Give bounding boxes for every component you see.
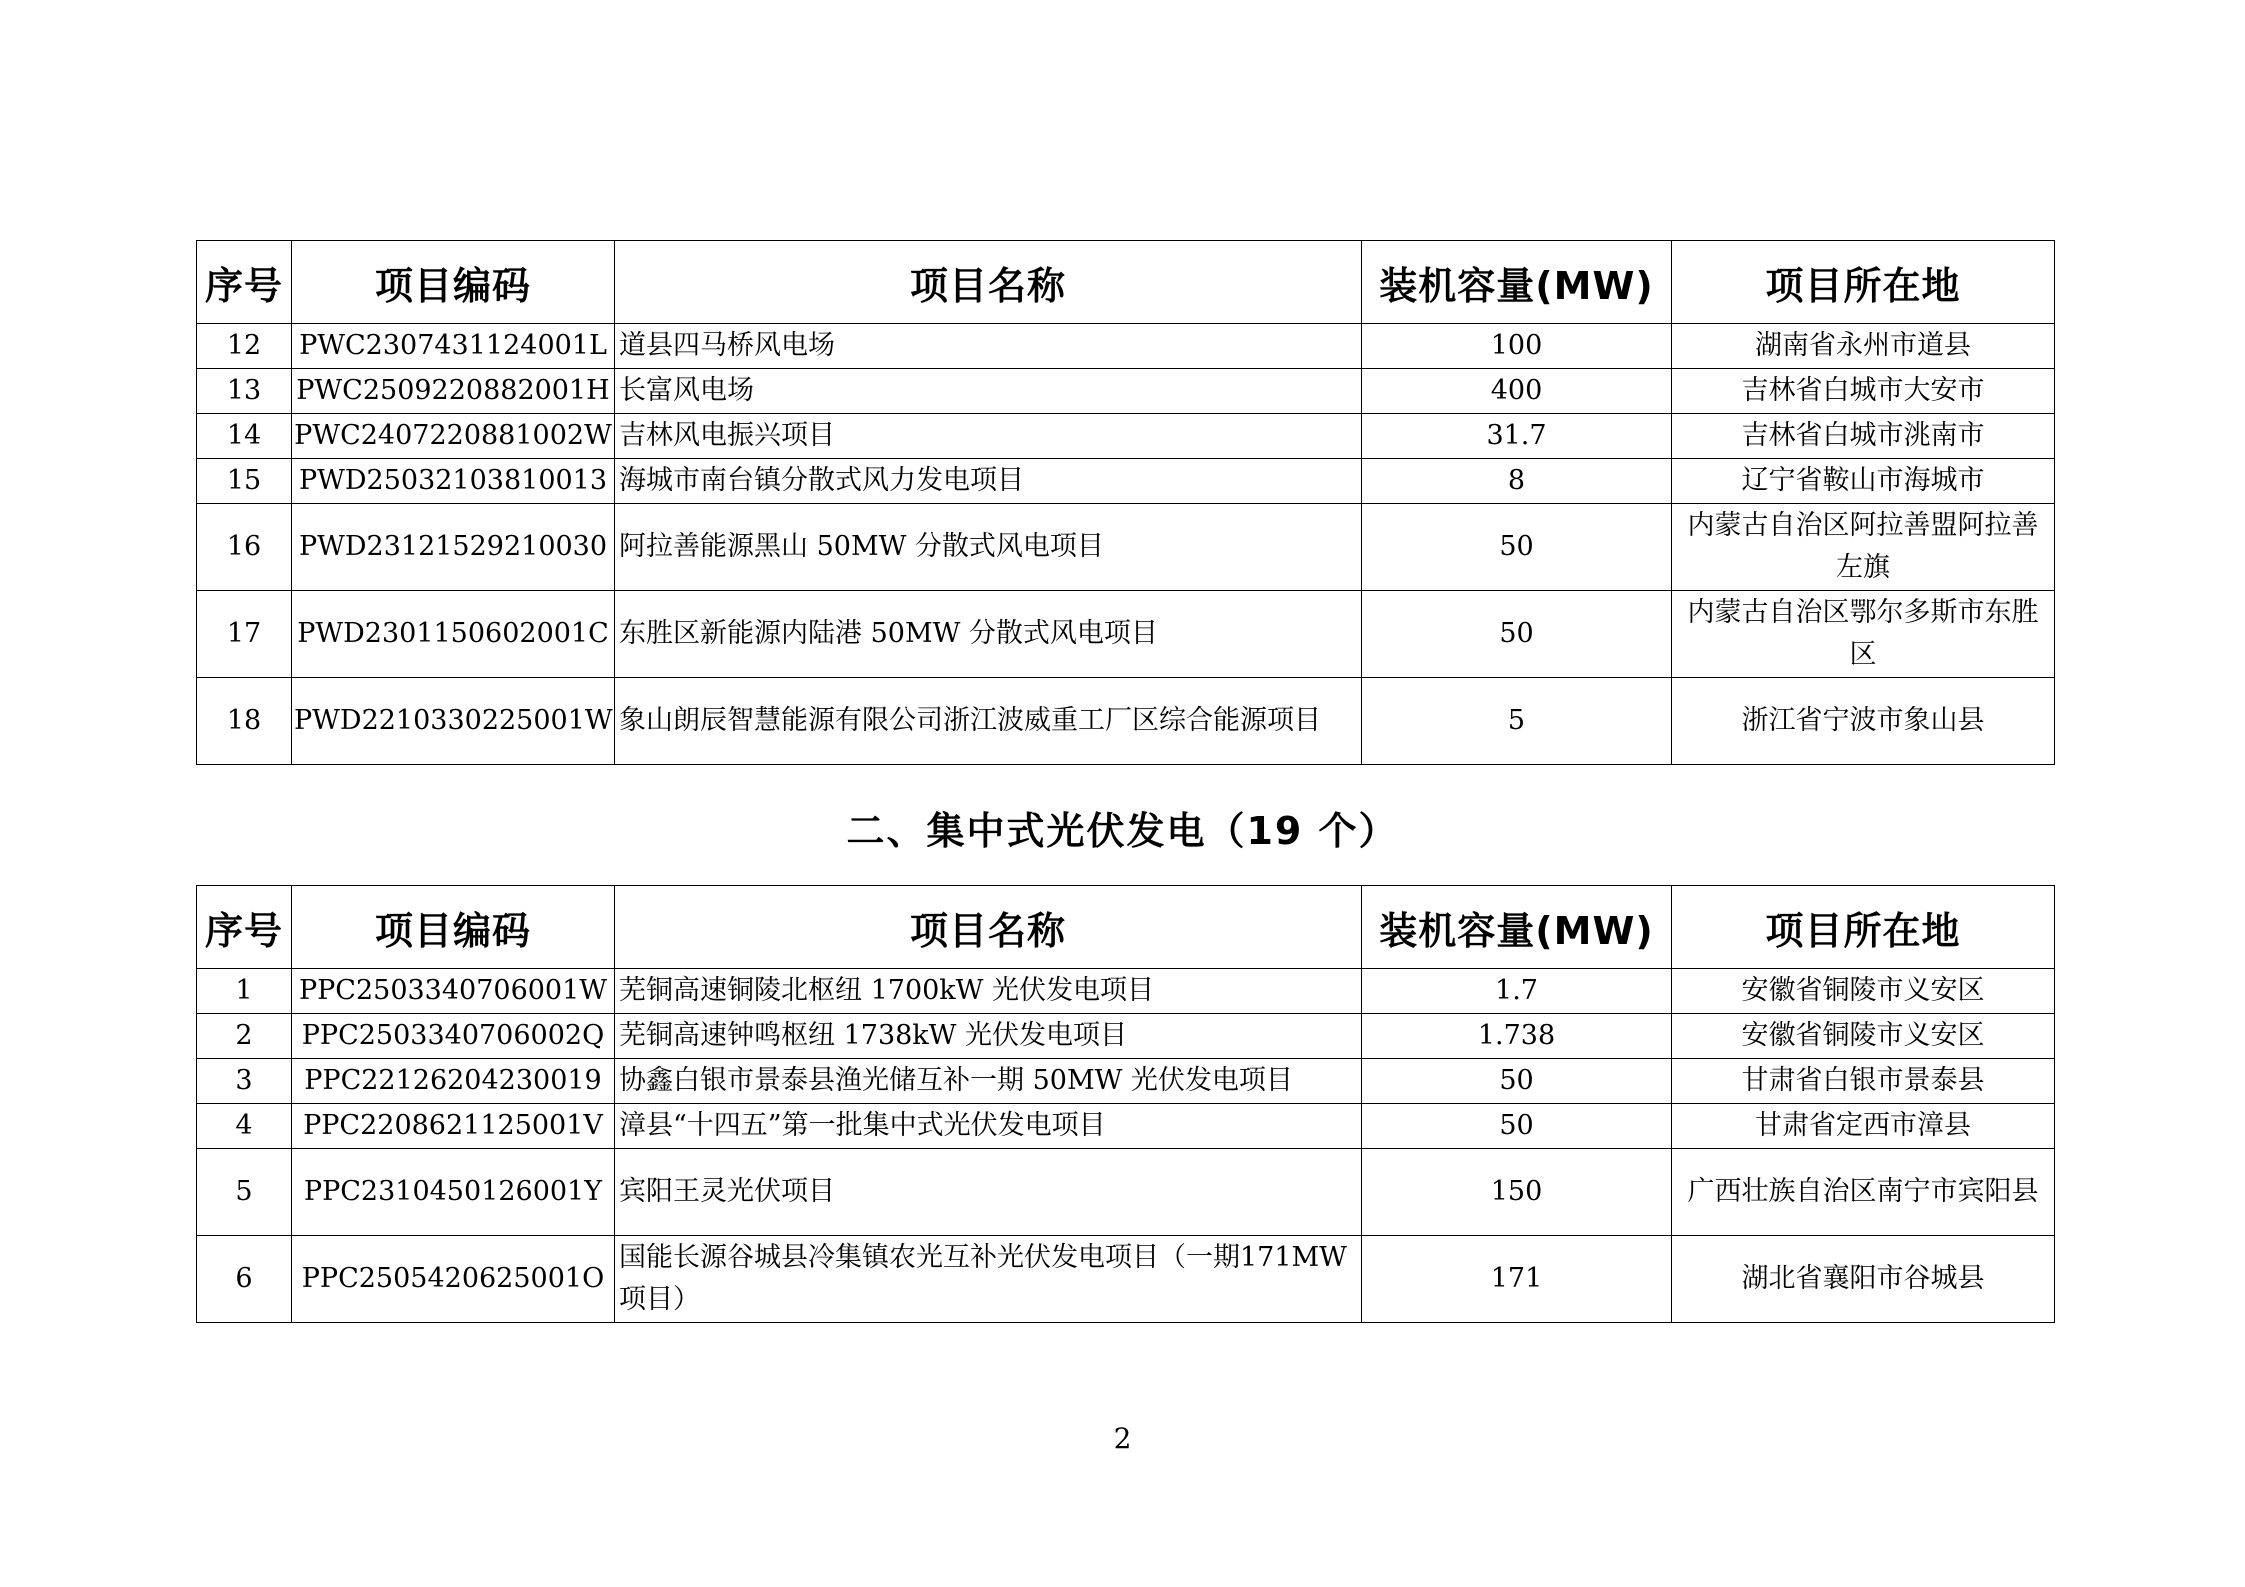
- cell-location: 安徽省铜陵市义安区: [1672, 1014, 2055, 1059]
- header-code: 项目编码: [292, 241, 615, 324]
- table-row: [197, 1149, 2055, 1236]
- header-no: 序号: [197, 241, 292, 324]
- table-row: [197, 414, 2055, 459]
- cell-capacity: 50: [1362, 1104, 1672, 1149]
- table-row: [197, 1104, 2055, 1149]
- cell-name: 象山朗辰智慧能源有限公司浙江波威重工厂区综合能源项目: [615, 678, 1362, 765]
- cell-name: 道县四马桥风电场: [615, 324, 1362, 369]
- cell-no: 15: [197, 459, 292, 504]
- cell-no: 4: [197, 1104, 292, 1149]
- cell-name: 宾阳王灵光伏项目: [615, 1149, 1362, 1236]
- cell-location: 湖南省永州市道县: [1672, 324, 2055, 369]
- cell-capacity: 1.7: [1362, 969, 1672, 1014]
- header-location: 项目所在地: [1672, 241, 2055, 324]
- cell-no: 16: [197, 504, 292, 591]
- cell-no: 17: [197, 591, 292, 678]
- table-header-row: [197, 886, 2055, 969]
- cell-no: 5: [197, 1149, 292, 1236]
- cell-name: 协鑫白银市景泰县渔光储互补一期 50MW 光伏发电项目: [615, 1059, 1362, 1104]
- cell-name: 长富风电场: [615, 369, 1362, 414]
- table-row: [197, 1236, 2055, 1323]
- cell-location: 安徽省铜陵市义安区: [1672, 969, 2055, 1014]
- table-row: [197, 1059, 2055, 1104]
- page-number: 2: [1113, 1422, 1132, 1455]
- cell-capacity: 1.738: [1362, 1014, 1672, 1059]
- cell-location: 辽宁省鞍山市海城市: [1672, 459, 2055, 504]
- cell-code: PWD2301150602001C: [292, 591, 615, 678]
- cell-code: PWC2509220882001H: [292, 369, 615, 414]
- cell-code: PPC2503340706002Q: [292, 1014, 615, 1059]
- table-row: [197, 678, 2055, 765]
- cell-location: 甘肃省定西市漳县: [1672, 1104, 2055, 1149]
- cell-name: 海城市南台镇分散式风力发电项目: [615, 459, 1362, 504]
- cell-capacity: 50: [1362, 504, 1672, 591]
- table-row: [197, 969, 2055, 1014]
- table-header-row: [197, 241, 2055, 324]
- cell-location: 甘肃省白银市景泰县: [1672, 1059, 2055, 1104]
- section-heading: 二、集中式光伏发电（19 个）: [846, 809, 1399, 853]
- cell-capacity: 31.7: [1362, 414, 1672, 459]
- cell-name: 国能长源谷城县冷集镇农光互补光伏发电项目（一期171MW 项目）: [615, 1236, 1362, 1323]
- cell-code: PPC2505420625001O: [292, 1236, 615, 1323]
- cell-code: PPC2208621125001V: [292, 1104, 615, 1149]
- cell-location: 内蒙古自治区鄂尔多斯市东胜区: [1672, 591, 2055, 678]
- header-capacity: 装机容量(MW): [1362, 886, 1672, 969]
- cell-no: 13: [197, 369, 292, 414]
- cell-capacity: 5: [1362, 678, 1672, 765]
- cell-capacity: 150: [1362, 1149, 1672, 1236]
- cell-name: 阿拉善能源黑山 50MW 分散式风电项目: [615, 504, 1362, 591]
- cell-code: PWD23121529210030: [292, 504, 615, 591]
- cell-code: PPC22126204230019: [292, 1059, 615, 1104]
- cell-code: PWC2307431124001L: [292, 324, 615, 369]
- table-row: [197, 591, 2055, 678]
- cell-capacity: 171: [1362, 1236, 1672, 1323]
- cell-no: 18: [197, 678, 292, 765]
- cell-code: PWD2210330225001W: [292, 678, 615, 765]
- cell-capacity: 50: [1362, 1059, 1672, 1104]
- cell-no: 1: [197, 969, 292, 1014]
- cell-code: PWC2407220881002W: [292, 414, 615, 459]
- cell-location: 湖北省襄阳市谷城县: [1672, 1236, 2055, 1323]
- cell-code: PPC2503340706001W: [292, 969, 615, 1014]
- header-code: 项目编码: [292, 886, 615, 969]
- cell-no: 2: [197, 1014, 292, 1059]
- header-capacity: 装机容量(MW): [1362, 241, 1672, 324]
- table-row: [197, 504, 2055, 591]
- wind-projects-table: [196, 240, 2055, 765]
- header-location: 项目所在地: [1672, 886, 2055, 969]
- cell-capacity: 8: [1362, 459, 1672, 504]
- cell-no: 6: [197, 1236, 292, 1323]
- cell-no: 3: [197, 1059, 292, 1104]
- table-row: [197, 324, 2055, 369]
- header-name: 项目名称: [615, 241, 1362, 324]
- cell-code: PPC2310450126001Y: [292, 1149, 615, 1236]
- cell-no: 12: [197, 324, 292, 369]
- table-row: [197, 459, 2055, 504]
- cell-location: 吉林省白城市洮南市: [1672, 414, 2055, 459]
- cell-location: 广西壮族自治区南宁市宾阳县: [1672, 1149, 2055, 1236]
- cell-capacity: 50: [1362, 591, 1672, 678]
- cell-location: 吉林省白城市大安市: [1672, 369, 2055, 414]
- cell-name: 芜铜高速钟鸣枢纽 1738kW 光伏发电项目: [615, 1014, 1362, 1059]
- header-no: 序号: [197, 886, 292, 969]
- table-row: [197, 369, 2055, 414]
- cell-location: 内蒙古自治区阿拉善盟阿拉善左旗: [1672, 504, 2055, 591]
- cell-capacity: 400: [1362, 369, 1672, 414]
- pv-projects-table: [196, 885, 2055, 1323]
- cell-capacity: 100: [1362, 324, 1672, 369]
- cell-name: 芜铜高速铜陵北枢纽 1700kW 光伏发电项目: [615, 969, 1362, 1014]
- cell-name: 漳县“十四五”第一批集中式光伏发电项目: [615, 1104, 1362, 1149]
- header-name: 项目名称: [615, 886, 1362, 969]
- cell-location: 浙江省宁波市象山县: [1672, 678, 2055, 765]
- cell-name: 吉林风电振兴项目: [615, 414, 1362, 459]
- cell-no: 14: [197, 414, 292, 459]
- cell-code: PWD25032103810013: [292, 459, 615, 504]
- table-row: [197, 1014, 2055, 1059]
- cell-name: 东胜区新能源内陆港 50MW 分散式风电项目: [615, 591, 1362, 678]
